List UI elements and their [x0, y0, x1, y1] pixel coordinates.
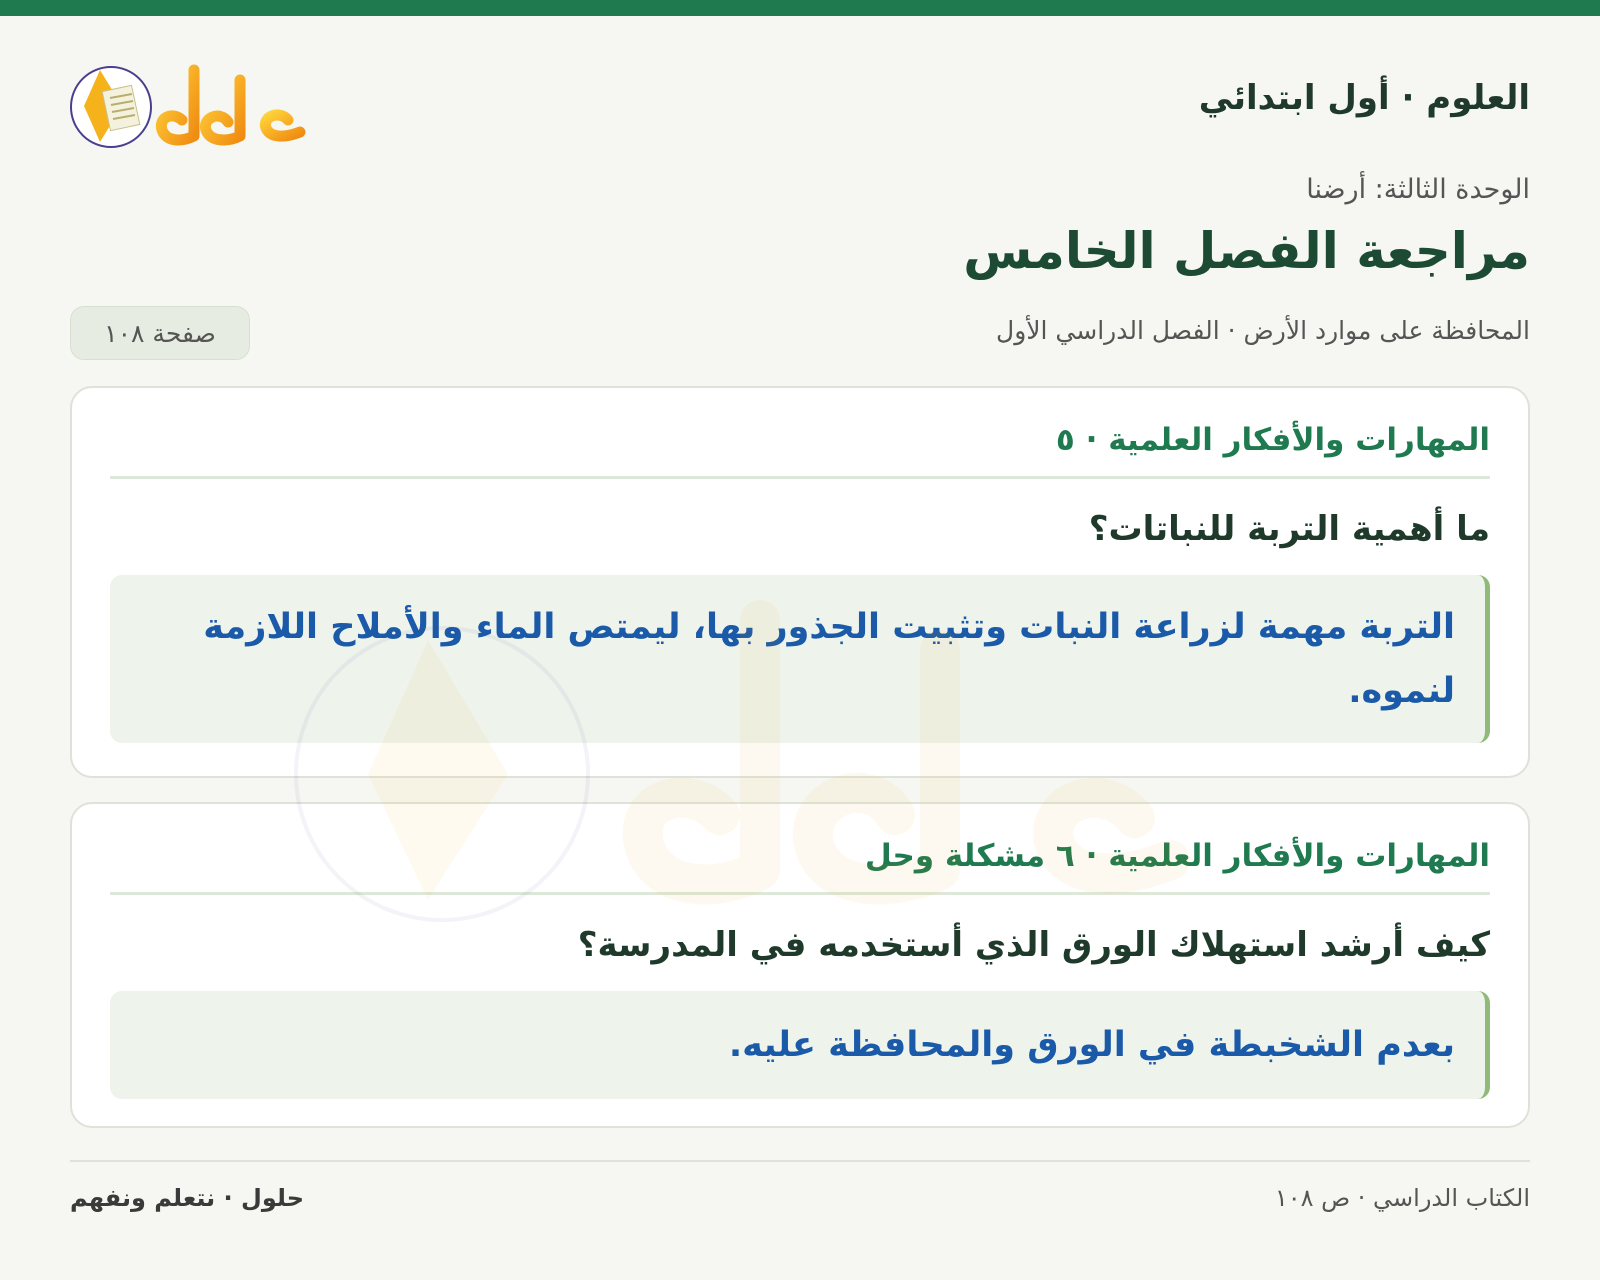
top-accent-bar — [0, 0, 1600, 16]
question-card — [70, 386, 1530, 778]
page — [70, 16, 1530, 1280]
answer-box: التربة مهمة لزراعة النبات وتثبيت الجذور بها، ليمتص الماء والأملاح اللازمة لنموه. — [110, 575, 1490, 743]
answer-box: بعدم الشخبطة في الورق والمحافظة عليه. — [110, 991, 1490, 1099]
footer-brand[interactable]: حلول · نتعلم ونفهم — [70, 1184, 304, 1212]
card-heading: المهارات والأفكار العلمية · ٦ مشكلة وحل — [110, 804, 1490, 895]
footer-divider — [70, 1160, 1530, 1162]
question-card — [70, 802, 1530, 1128]
hulul-logo[interactable] — [70, 50, 330, 160]
lesson-meta: المحافظة على موارد الأرض · الفصل الدراسي الأول — [996, 316, 1530, 345]
card-heading: المهارات والأفكار العلمية · ٥ — [110, 388, 1490, 479]
hulul-logo-icon — [70, 50, 330, 160]
footer-source: الكتاب الدراسي · ص ١٠٨ — [1274, 1184, 1530, 1212]
card-question: كيف أرشد استهلاك الورق الذي أستخدمه في المدرسة؟ — [577, 925, 1490, 965]
lesson-title: مراجعة الفصل الخامس — [963, 222, 1530, 280]
subject-title: العلوم · أول ابتدائي — [1198, 78, 1530, 118]
header — [70, 16, 1530, 186]
page-number-badge: صفحة ١٠٨ — [70, 306, 250, 360]
card-question: ما أهمية التربة للنباتات؟ — [1088, 509, 1490, 549]
unit-label: الوحدة الثالثة: أرضنا — [1306, 174, 1530, 205]
